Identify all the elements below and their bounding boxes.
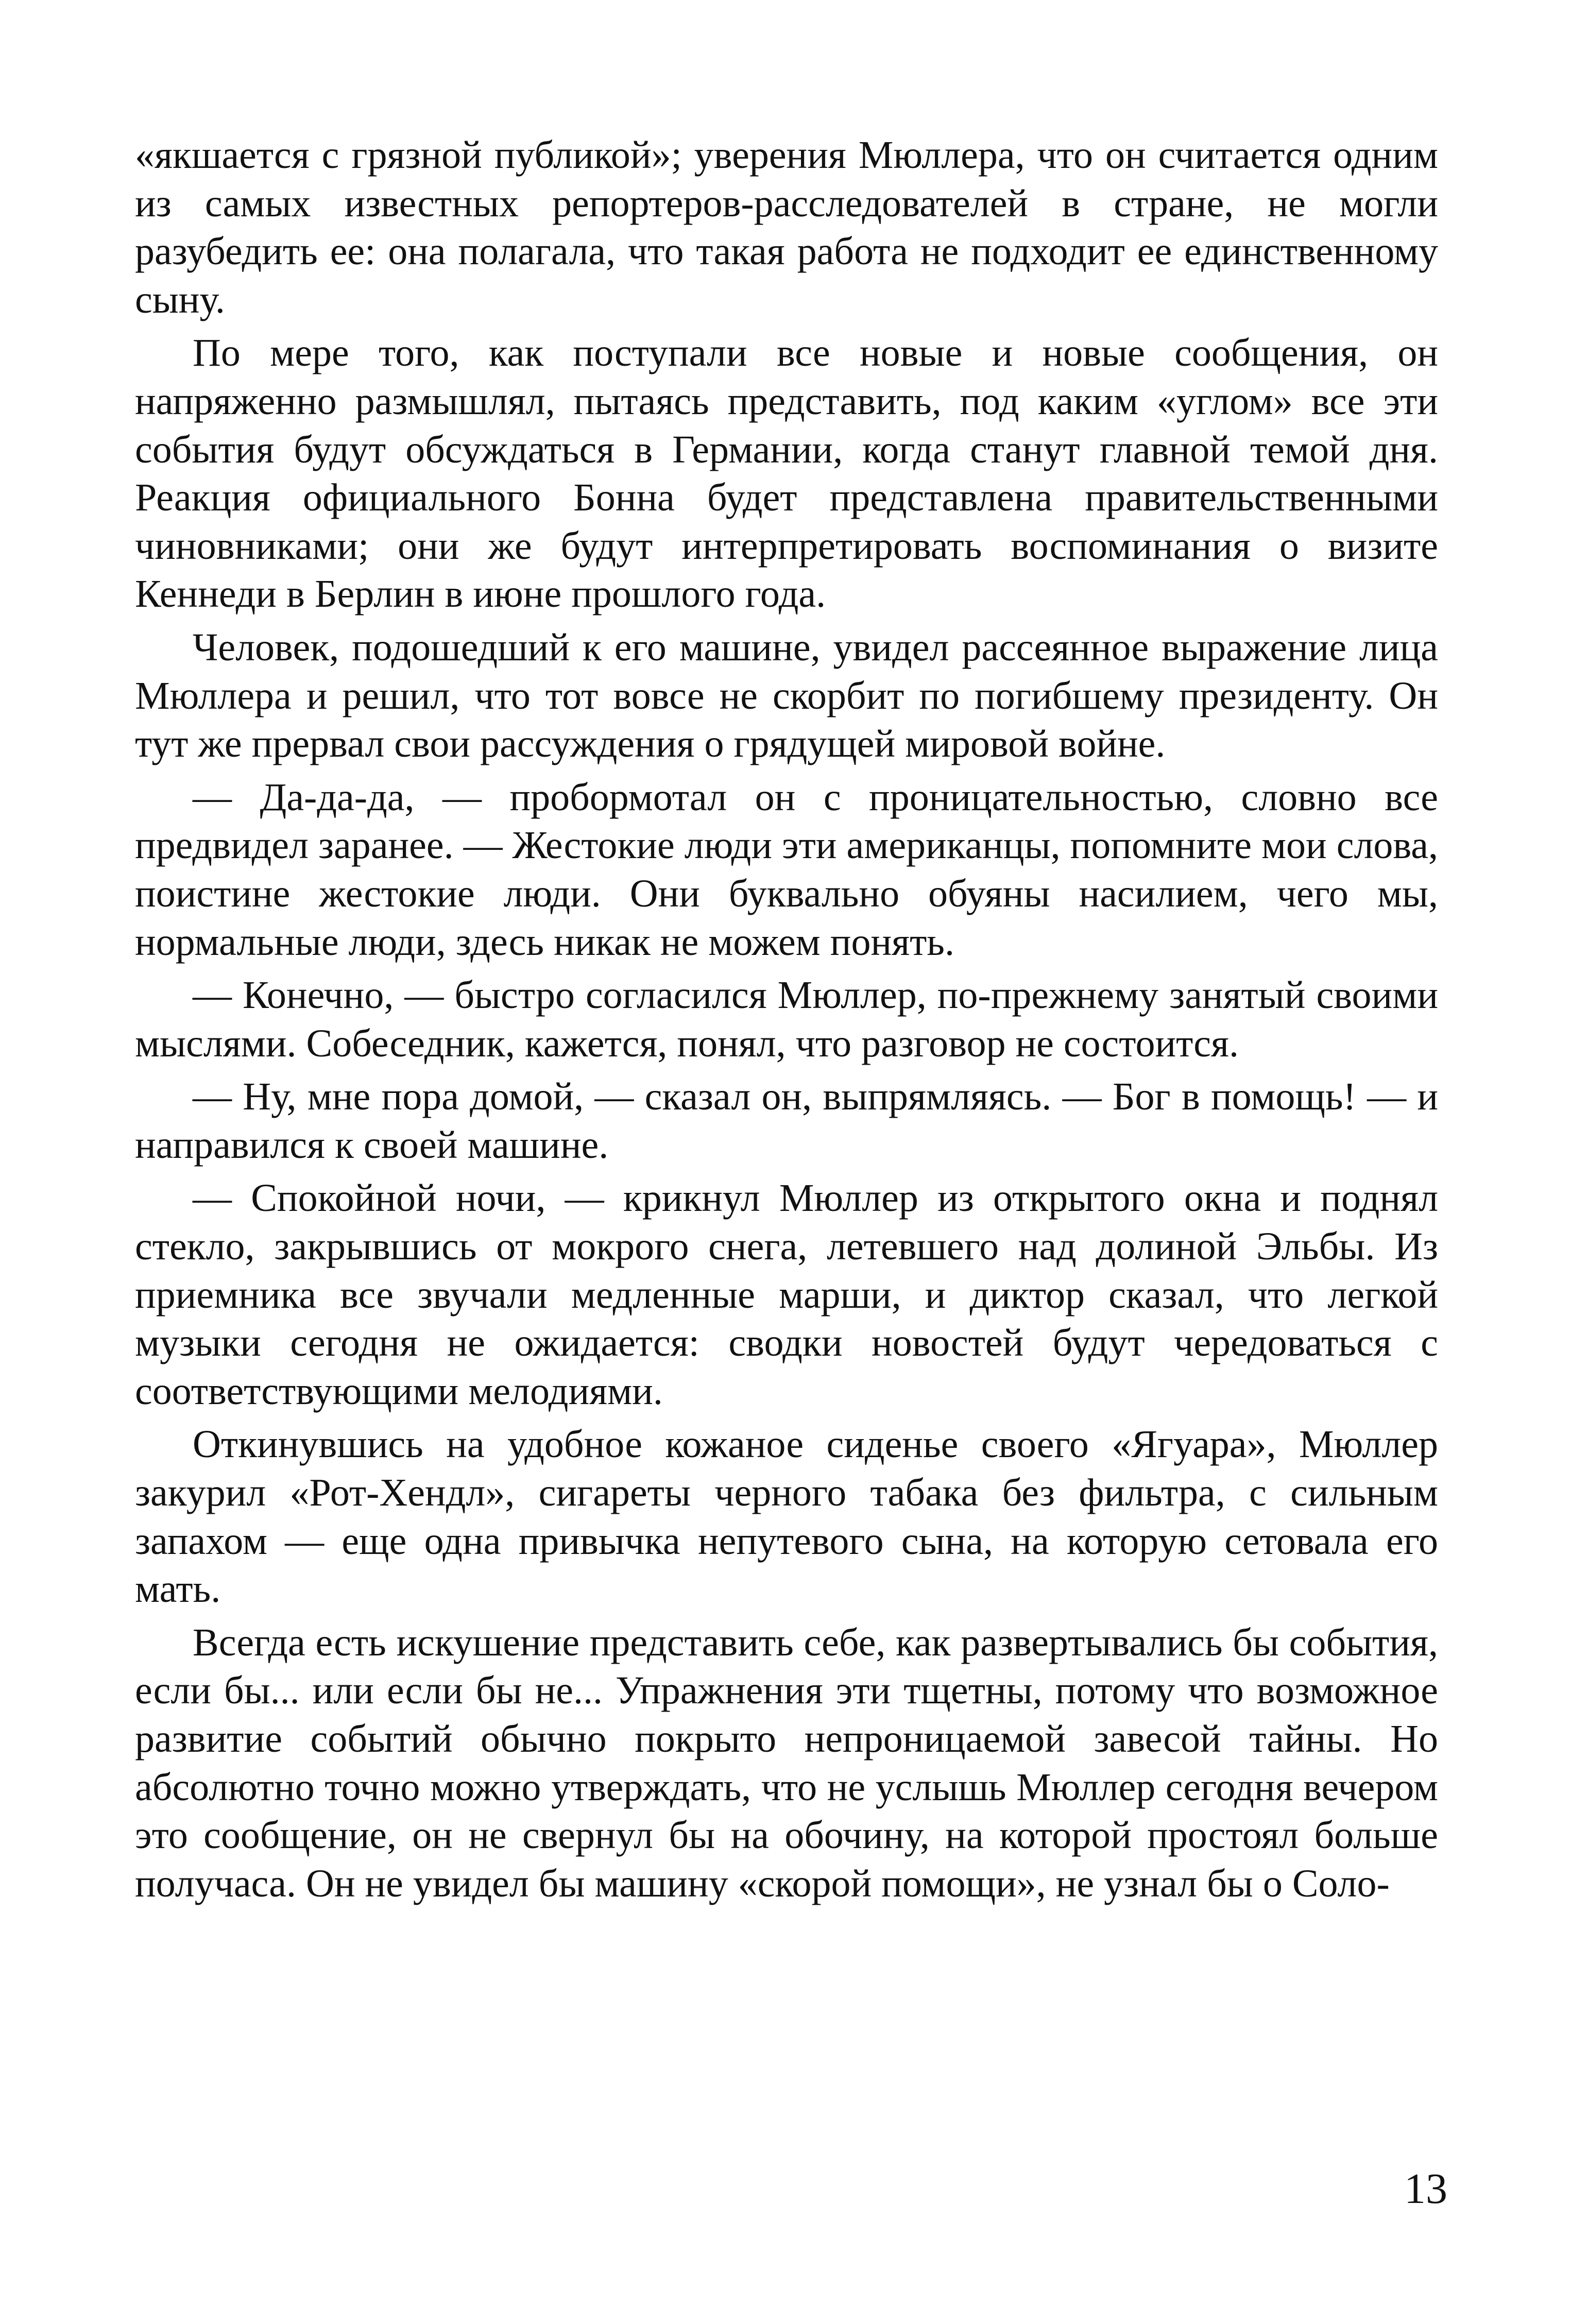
page-number: 13 [1404, 2165, 1447, 2213]
paragraph: Человек, подошедший к его машине, увидел рассеянное выражение лица Мюллера и решил, что тот вовсе не скорбит по погибшему президенту. Он тут же прервал свои рассуждения о грядущей мировой войне. [135, 625, 1438, 766]
dialogue-paragraph: — Спокойной ночи, — крикнул Мюллер из открытого окна и поднял стекло, закрывшись от мокрого снега, летевшего над долиной Эльбы. Из приемника все звучали медленные марши, и диктор сказал, что легкой музыки сегодня не ожидается: сводки новостей будут чередоваться с соответствующими мелодиями. [135, 1176, 1438, 1413]
paragraph: Откинувшись на удобное кожаное сиденье своего «Ягуара», Мюллер закурил «Рот-Хендл», сигареты черного табака без фильтра, с сильным запахом — еще одна привычка непутевого сына, на которую сетовала его мать. [135, 1423, 1438, 1611]
body-text [135, 131, 1438, 2166]
paragraph: По мере того, как поступали все новые и новые сообщения, он напряженно размышлял, пытаясь представить, под каким «углом» все эти события будут обсуждаться в Германии, когда станут главной темой дня. Реакция официального Бонна будет представлена правительственными чиновниками; они же будут интерпретировать воспоминания о визите Кеннеди в Берлин в июне прошлого года. [135, 331, 1438, 616]
dialogue-paragraph: — Ну, мне пора домой, — сказал он, выпрямляясь. — Бог в помощь! — и направился к своей машине. [135, 1075, 1438, 1167]
dialogue-paragraph: — Да-да-да, — пробормотал он с проницательностью, словно все предвидел заранее. — Жестокие люди эти американцы, попомните мои слова, поистине жестокие люди. Они буквально обуяны насилием, чего мы, нормальные люди, здесь никак не можем понять. [135, 775, 1438, 964]
dialogue-paragraph: — Конечно, — быстро согласился Мюллер, по-прежнему занятый своими мыслями. Собеседник, кажется, понял, что разговор не состоится. [135, 973, 1438, 1065]
paragraph: Всегда есть искушение представить себе, как развертывались бы события, если бы... или если бы не... Упражнения эти тщетны, потому что возможное развитие событий обычно покрыто непроницаемой завесой тайны. Но абсолютно точно можно утверждать, что не услышь Мюллер сегодня вечером это сообщение, он не свернул бы на обочину, на которой простоял больше получаса. Он не увидел бы машину «скорой помощи», не узнал бы о Соло- [135, 1620, 1438, 1905]
paragraph-continuation: «якшается с грязной публикой»; уверения Мюллера, что он считается одним из самых известных репортеров-расследователей в стране, не могли разубедить ее: она полагала, что такая работа не подходит ее единственному сыну. [135, 133, 1438, 321]
